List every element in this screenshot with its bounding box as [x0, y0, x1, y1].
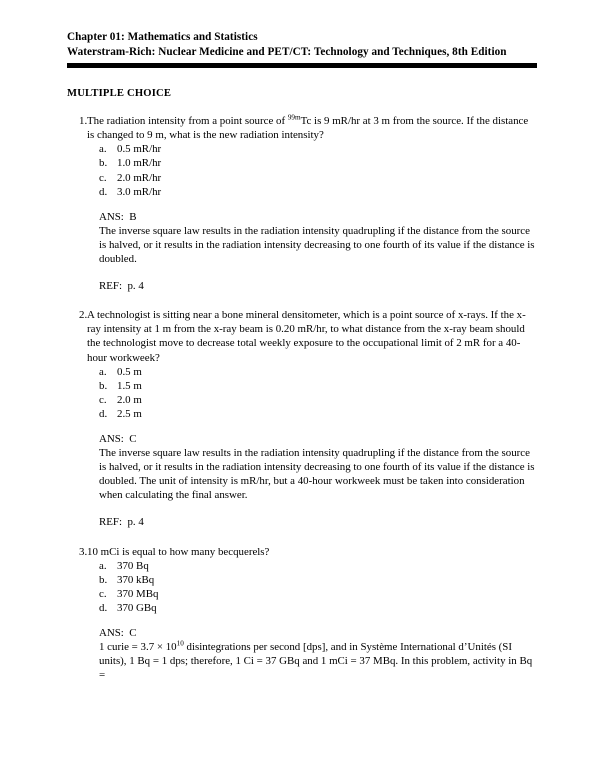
question-text	[87, 114, 537, 142]
choice-label: 370 GBq	[117, 601, 157, 614]
answer-block	[67, 626, 537, 682]
choice-label: 2.0 m	[117, 393, 142, 406]
choice-list	[67, 142, 537, 198]
answer-line	[99, 210, 537, 224]
choice-letter: d.	[99, 407, 108, 420]
reference-block	[67, 279, 537, 293]
question-text-part-2: Tc is 9 mR/hr at 3 m from the source. If the distance is changed to 9 m, what is the new radiation intensity?	[87, 115, 529, 142]
answer-label: ANS:	[99, 627, 124, 639]
choice-letter: d.	[99, 185, 108, 198]
answer-label: ANS:	[99, 210, 124, 223]
choice-letter: c.	[99, 171, 107, 184]
choice-letter: d.	[99, 601, 108, 614]
choice-label: 1.5 m	[117, 379, 142, 392]
choice-label: 2.0 mR/hr	[117, 171, 162, 184]
choice-letter: c.	[99, 393, 107, 406]
choice-list	[67, 559, 537, 615]
question-number: 1.	[79, 115, 88, 128]
isotope-superscript: 99m	[287, 113, 301, 122]
question-text-part-1: The radiation intensity from a point source of	[87, 115, 288, 128]
choice-option[interactable]	[99, 365, 537, 379]
answer-block	[67, 210, 537, 266]
choice-label: 370 kBq	[117, 573, 155, 586]
question-item	[67, 545, 537, 683]
choice-label: 0.5 m	[117, 365, 142, 378]
choice-option[interactable]	[99, 393, 537, 407]
question-number: 3.	[79, 545, 88, 558]
reference-block	[67, 515, 537, 529]
question-item	[67, 114, 537, 293]
header-divider-rule	[67, 63, 537, 68]
choice-option[interactable]	[99, 171, 537, 185]
choice-letter: b.	[99, 379, 108, 392]
choice-label: 370 Bq	[117, 559, 149, 572]
answer-line	[99, 432, 537, 446]
question-number: 2.	[79, 309, 88, 322]
answer-label: ANS:	[99, 432, 124, 445]
answer-rationale: The inverse square law results in the radiation intensity quadrupling if the distance from the source is halved, or it results in the radiation intensity decreasing to one fourth of its value if the distance is doubled. The unit of intensity is mR/hr, but a 40-hour workweek must be taken into consideration when calculating the final answer.	[99, 447, 535, 502]
question-text: 10 mCi is equal to how many becquerels?	[87, 545, 270, 558]
rationale-text-part-1: 1 curie = 3.7 × 10	[99, 641, 177, 654]
choice-option[interactable]	[99, 156, 537, 170]
document-header	[67, 30, 537, 59]
section-heading-multiple-choice: MULTIPLE CHOICE	[67, 88, 172, 100]
choice-list	[67, 365, 537, 421]
choice-label: 3.0 mR/hr	[117, 185, 162, 198]
choice-letter: b.	[99, 157, 108, 170]
reference-label: REF:	[99, 516, 122, 529]
choice-option[interactable]	[99, 142, 537, 156]
reference-value: p. 4	[127, 280, 144, 293]
question-text: A technologist is sitting near a bone mineral densitometer, which is a point source of x-rays. If the x-ray intensity at 1 m from the x-ray beam is 0.20 mR/hr, to what distance from the x-ray beam should the technologist move to decrease total weekly exposure to the occupational limit of 2 mR for a 40-hour workweek?	[87, 309, 526, 364]
choice-letter: a.	[99, 143, 107, 156]
choice-option[interactable]	[99, 559, 537, 573]
answer-rationale: The inverse square law results in the radiation intensity quadrupling if the distance from the source is halved, or it results in the radiation intensity decreasing to one fourth of its value if the distance is doubled.	[99, 224, 535, 266]
reference-value: p. 4	[127, 516, 144, 529]
choice-option[interactable]	[99, 185, 537, 199]
answer-value: C	[129, 627, 137, 639]
choice-label: 1.0 mR/hr	[117, 157, 162, 170]
choice-letter: b.	[99, 573, 108, 586]
choice-letter: a.	[99, 365, 107, 378]
choice-letter: c.	[99, 587, 107, 600]
answer-value: B	[129, 210, 137, 223]
rationale-text-part-2: disintegrations per second [dps], and in Système International d’Unités (SI units), 1 Bq = 1 dps; therefore, 1 Ci = 37 GBq and 1 mCi = 37 MBq. In this problem, activity in Bq =	[99, 641, 533, 682]
answer-block	[67, 432, 537, 502]
exponent-superscript: 10	[176, 639, 184, 648]
header-chapter-line: Chapter 01: Mathematics and Statistics	[67, 31, 258, 43]
answer-line	[99, 626, 537, 640]
question-item	[67, 308, 537, 529]
choice-option[interactable]	[99, 601, 537, 615]
choice-option[interactable]	[99, 407, 537, 421]
choice-label: 2.5 m	[117, 407, 142, 420]
answer-value: C	[129, 432, 137, 445]
choice-label: 370 MBq	[117, 587, 159, 600]
answer-rationale	[99, 640, 537, 682]
choice-label: 0.5 mR/hr	[117, 143, 162, 156]
choice-letter: a.	[99, 559, 107, 572]
header-book-line: Waterstram-Rich: Nuclear Medicine and PET/CT: Technology and Techniques, 8th Edition	[67, 45, 507, 58]
choice-option[interactable]	[99, 587, 537, 601]
reference-label: REF:	[99, 280, 122, 293]
choice-option[interactable]	[99, 379, 537, 393]
choice-option[interactable]	[99, 573, 537, 587]
